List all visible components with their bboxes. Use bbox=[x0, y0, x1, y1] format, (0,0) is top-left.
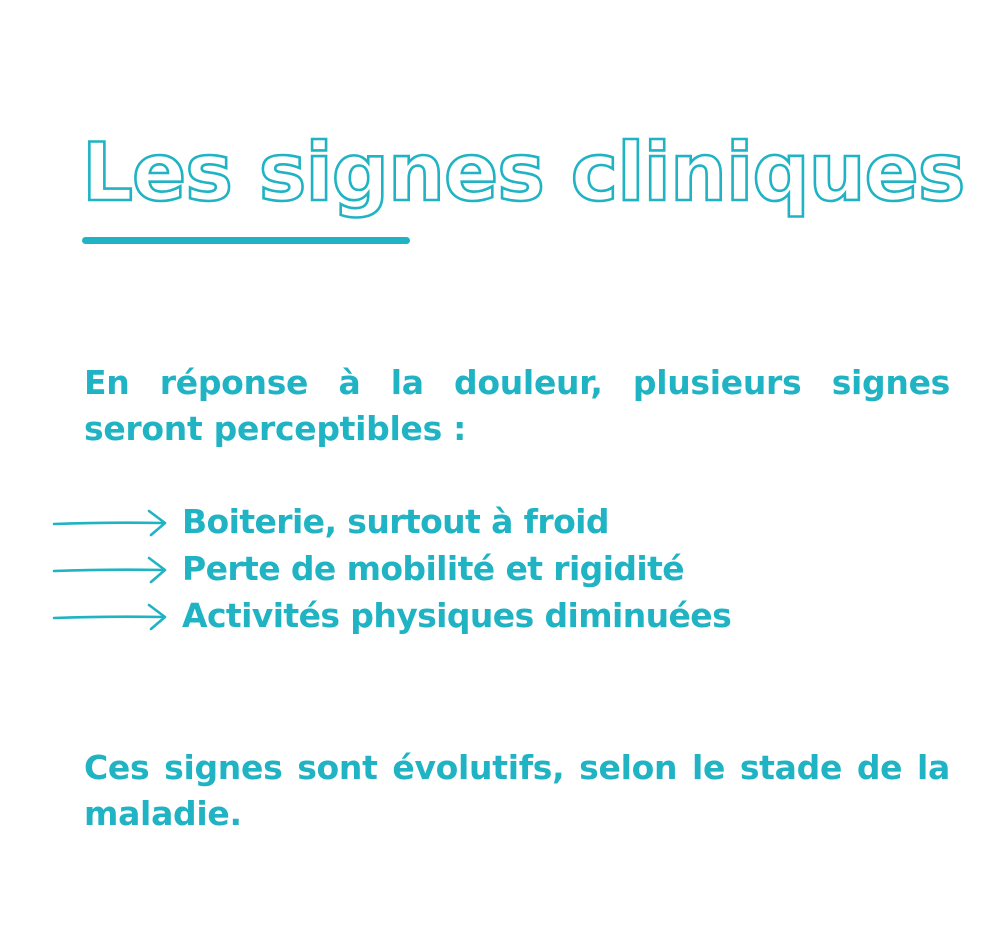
list-item-label: Boiterie, surtout à froid bbox=[182, 501, 609, 541]
list-item bbox=[52, 545, 731, 592]
arrow-right-icon bbox=[52, 596, 172, 636]
list-item-label: Activités physiques diminuées bbox=[182, 595, 732, 635]
conclusion-paragraph: Ces signes sont évolutifs, selon le stade de la maladie. bbox=[84, 748, 950, 833]
list-item bbox=[52, 498, 731, 545]
title-underline bbox=[82, 237, 410, 244]
list-item bbox=[52, 592, 731, 639]
arrow-right-icon bbox=[52, 549, 172, 589]
list-item-label: Perte de mobilité et rigidité bbox=[182, 548, 685, 588]
intro-paragraph: En réponse à la douleur, plusieurs signes seront perceptibles : bbox=[84, 363, 950, 448]
arrow-right-icon bbox=[52, 502, 172, 542]
page-title: Les signes cliniques bbox=[82, 126, 965, 219]
symptom-list bbox=[52, 498, 731, 639]
